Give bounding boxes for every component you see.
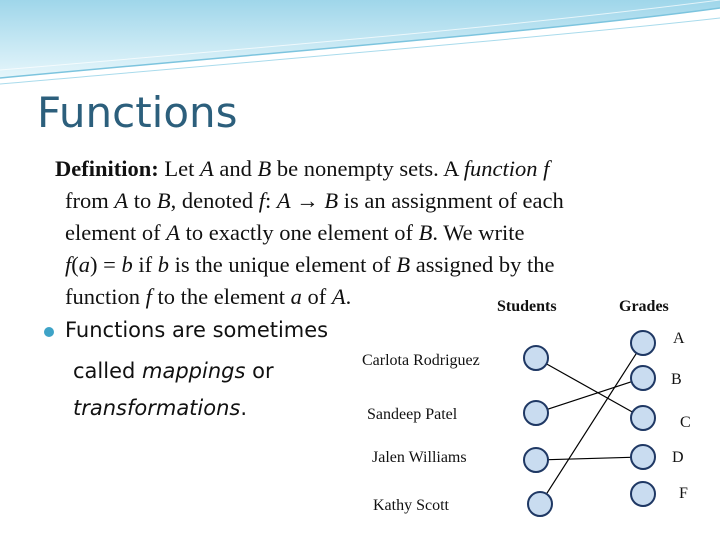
bullet-term-transformations: transformations (73, 396, 241, 420)
students-header: Students (497, 298, 557, 315)
math-symbol: b (157, 252, 169, 277)
definition-text: of (301, 284, 332, 309)
student-node (524, 448, 548, 472)
math-symbol: a (78, 252, 91, 277)
definition-text: function (65, 284, 146, 309)
math-symbol: f (258, 188, 266, 213)
math-symbol: f (145, 284, 152, 309)
definition-text: . We write (432, 220, 525, 245)
math-symbol: A (276, 188, 291, 213)
student-label: Sandeep Patel (367, 406, 458, 423)
definition-text: to (128, 188, 157, 213)
math-symbol: b (121, 252, 133, 277)
grade-label: D (672, 449, 684, 466)
grade-label: C (680, 414, 691, 431)
math-symbol: B (257, 156, 272, 181)
grade-label: F (679, 485, 688, 502)
math-symbol: A (166, 220, 180, 245)
definition-text: : (265, 188, 277, 213)
definition-text: if (132, 252, 158, 277)
math-symbol: B (418, 220, 433, 245)
bullet-line-3-suffix: . (240, 396, 248, 420)
definition-text: be nonempty sets. A (271, 156, 464, 181)
bullet-line-2-suffix: or (245, 359, 274, 383)
student-label: Kathy Scott (373, 497, 449, 514)
student-label: Jalen Williams (372, 449, 467, 466)
math-symbol: A (199, 156, 214, 181)
definition-text: Let (158, 156, 200, 181)
math-symbol: A (331, 284, 346, 309)
mapping-arrow (546, 353, 636, 494)
grade-node (631, 482, 655, 506)
definition-text: and (213, 156, 258, 181)
definition-text: assigned by the (410, 252, 555, 277)
student-label: Carlota Rodriguez (362, 352, 480, 369)
student-node (528, 492, 552, 516)
math-symbol: function f (463, 156, 550, 181)
definition-text: element of (65, 220, 167, 245)
definition-text: is an assignment of each (338, 188, 564, 213)
definition-text: ( (71, 252, 79, 277)
definition-text: to the element (151, 284, 291, 309)
grade-node (631, 366, 655, 390)
math-symbol: B (396, 252, 411, 277)
definition-text: . (345, 284, 352, 309)
grades-header: Grades (619, 298, 669, 315)
bullet-line-1: Functions are sometimes (65, 318, 329, 342)
definition-text: , denoted (170, 188, 259, 213)
math-symbol: B (324, 188, 339, 213)
math-symbol: a (290, 284, 302, 309)
grade-node (631, 406, 655, 430)
student-node (524, 346, 548, 370)
student-node (524, 401, 548, 425)
grade-label: A (673, 330, 685, 347)
bullet-term-mappings: mappings (142, 359, 246, 383)
definition-label: Definition: (55, 156, 159, 181)
math-symbol: f (65, 252, 72, 277)
math-symbol: B (156, 188, 171, 213)
definition-text: is the unique element of (168, 252, 397, 277)
definition-text: to exactly one element of (179, 220, 419, 245)
bullet-line-2-prefix: called (73, 359, 143, 383)
slide-title: Functions (37, 88, 238, 137)
grade-node (631, 445, 655, 469)
mapping-arrow (548, 457, 631, 459)
grade-label: B (671, 371, 682, 388)
grade-node (631, 331, 655, 355)
definition-text: ) = (90, 252, 122, 277)
definition-text: from (65, 188, 115, 213)
math-symbol: A (114, 188, 129, 213)
definition-text: → (290, 188, 325, 213)
